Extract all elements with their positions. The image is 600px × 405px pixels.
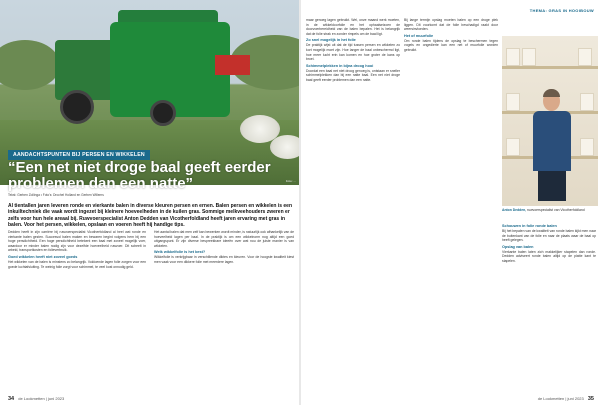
- right-column-3: [502, 222, 596, 388]
- page-number: 34: [8, 396, 15, 402]
- right-footer: de Lookmetten | juni 2023 35: [537, 396, 594, 402]
- magazine-name: de Lookmetten: [537, 396, 565, 401]
- body-text: Om ronde balen tijdens de opslag te beschermen tegen vogels en ongedierte kan een net of muurfolie worden gebruikt.: [404, 38, 498, 52]
- right-page: [300, 0, 600, 405]
- body-text: Dedden heeft in zijn carrière bij ruwvoerspecialist Vicotherfoldland al heel wat ronde en vierkante balen gezien. Succesvol balen maken en bewaren begint volgens hem bij een hoge persdichtheid. Een hoge persdichtheid betekent een baal met zoveel mogelijk voer, waardoor er minder balen nodig zijn voor dezelfde hoeveelheid ruwvoer. Dit scheelt in arbeid, transportkosten en folieverbruik.: [8, 230, 146, 253]
- body-text: De praktijk wijst uit dat de tijd tussen persen en wikkelen zo kort mogelijk moet zijn. Hoe langer de baal onbeschermd ligt, hoe meer lucht erin kan komen en hoe groter de kans op broei.: [306, 43, 400, 62]
- left-column-2: [154, 230, 294, 390]
- subheading: Schouwen in folie ronde balen: [502, 224, 557, 228]
- left-column-1: [8, 230, 146, 390]
- left-footer: 34 de Lookmetten | juni 2023: [8, 396, 65, 402]
- person-figure: [530, 91, 574, 201]
- right-column-1: [306, 18, 400, 388]
- subheading: Zo snel mogelijk in het folie: [306, 38, 356, 43]
- subheading: Schimmelplekken in bijna droog hooi: [306, 63, 374, 68]
- body-text: Bij het bepalen van de kwaliteit van ronde balen kijkt men naar de buitenkant van de folie en naar de plaats waar de baal op heeft gelegen.: [502, 229, 596, 243]
- article-headline: “Een net niet droge baal geeft eerder problemen dan een natte”: [8, 159, 271, 192]
- issue-date: juni 2023: [48, 396, 65, 401]
- section-tag: THEMA: GRAS IN HOOIBOUW: [529, 8, 594, 13]
- magazine-name: de Lookmetten: [18, 396, 45, 401]
- page-number: 35: [587, 396, 594, 402]
- caption-name: Anton Dedden,: [502, 208, 527, 212]
- body-text: Doordat een baal net niet droog genoeg is, ontstaan er sneller schimmelplekken dan bij een natte baal. Een net niet droge baal geeft eerder problemen dan een natte.: [306, 68, 400, 82]
- byline: Tekst: Gerben Zollinga • Foto's: Drochel Holland en Gerben Willems: [8, 193, 104, 197]
- lead-paragraph: Al tientallen jaren leveren ronde en vierkante balen in diverse kleuren persen en ernen. Balen persen en wikkelen is een inkuiltechniek die vaak wordt ingezet bij kleinere hoeveelheden in de kuilen gras. Sommige melkveehouders zweren er zelfs voor hun hele areaal bij. Ruwvoerspecialist Anton Dedden van Vicotherfoldland heeft jaren ervaring met gras in balen. Voor het persen, wikkelen, opslaan en voeren heeft hij handige tips.: [8, 203, 293, 228]
- body-text: Bij lange termijn opslag moeten balen op een droge plek liggen. Dit voorkomt dat de folie beschadigd raakt door weersinvloeden.: [404, 18, 498, 32]
- body-text: maar genoeg lagen gebruikt. Wel, onze maand werk moeten, in de wikkeldoorfolie en het ophaalseizoen de doorvoerbereidheid van de balen bepalen. Het is belangrijk dat de folie strak en zonder rimpels om de baal ligt.: [306, 18, 400, 36]
- portrait-photo: [502, 36, 598, 206]
- subheading: Het of muurfolie: [404, 33, 434, 38]
- subheading: Goed wikkelen heeft niet zoveel goeds: [8, 254, 78, 259]
- photo-caption: [502, 208, 598, 212]
- body-text: Wikkelfolie is verkrijgbaar in verschillende diktes en kleuren. Voor de hoogste kwaliteit kiest men vaak voor een dikkere folie met meerdere lagen.: [154, 255, 294, 264]
- body-text: Vierkante balen laten zich makkelijker stapelen dan ronde. Dedden adviseert ronde balen altijd op de platte kant te stapelen.: [502, 249, 596, 263]
- photo-credit: Foto: ...: [285, 179, 296, 183]
- subheading: Welk wikkelfolie is het best?: [154, 250, 206, 255]
- right-column-2: [404, 18, 498, 388]
- body-text: Het wikkelen van de balen is minstens zo belangrijk. Voldoende lagen folie zorgen voor een goede luchtafsluiting. Te weinig folie zorgt voor schimmel, te veel kost onnodig geld.: [8, 259, 146, 269]
- body-text: Het aantal balen dat men zelf kan bewerken wordt minder, is natuurlijk ook afhankelijk van de hoeveelheid lagen per baal. In de praktijk is om een wikkelnorm nog altijd een goed uitgangspunt. Er zijn diverse bespreekbare ideeën over wat nou de juiste manier is van wikkelen.: [154, 230, 294, 248]
- subheading: Opslag van balen: [502, 244, 534, 249]
- kicker-label: AANDACHTSPUNTEN BIJ PERSEN EN WIKKELEN: [8, 150, 150, 160]
- caption-role: ruwvoerspecialist van Vicotherfoldland: [527, 208, 585, 212]
- issue-date: juni 2023: [567, 396, 584, 401]
